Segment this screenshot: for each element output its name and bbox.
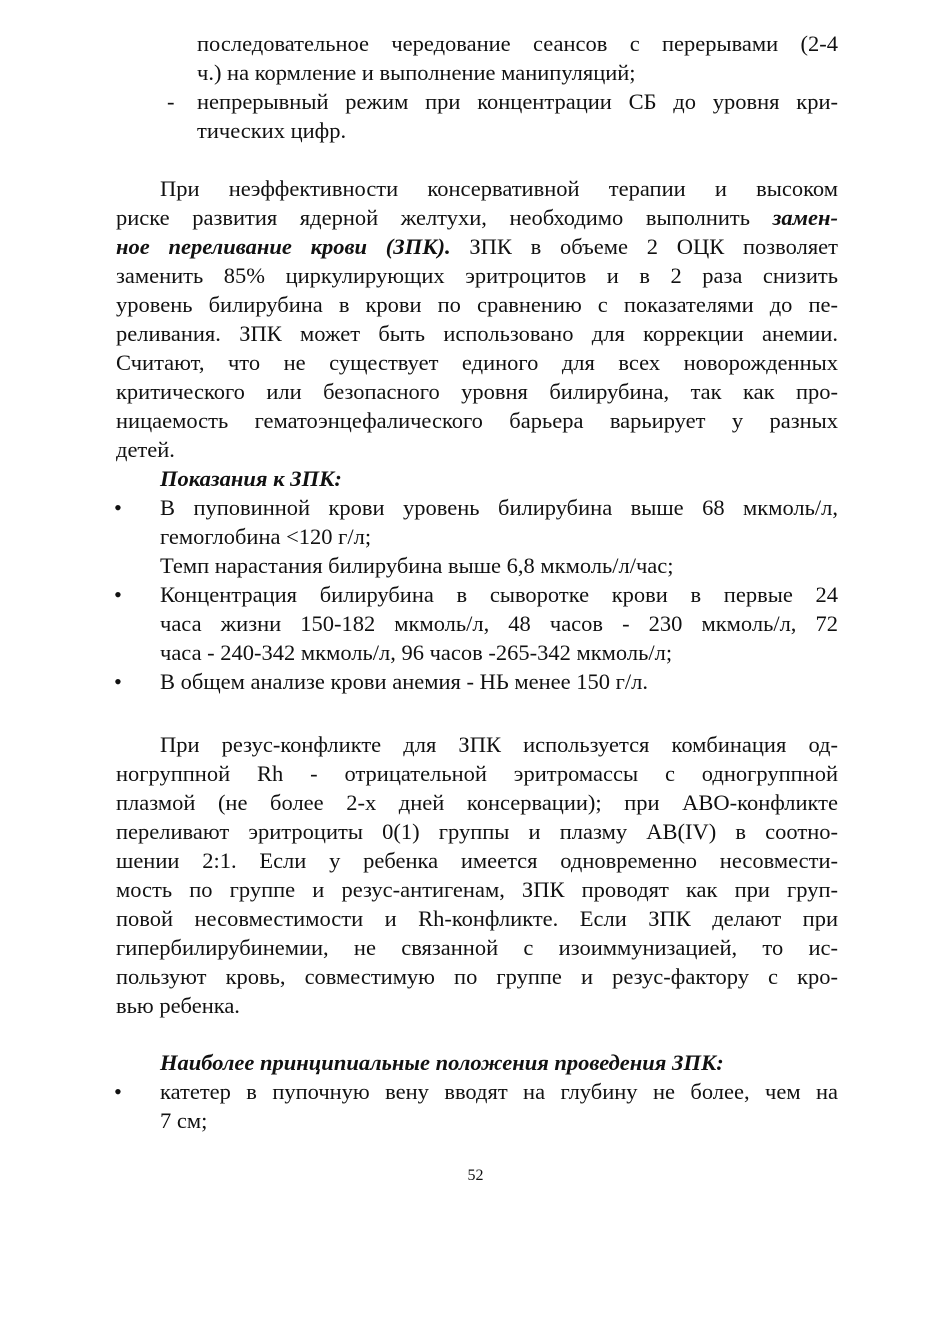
text-line: повой несовместимости и Rh-конфликте. Если ЗПК делают при xyxy=(116,906,838,931)
list-bullet: • xyxy=(114,582,122,607)
text-line: вью ребенка. xyxy=(116,993,240,1018)
text-line: тических цифр. xyxy=(197,118,347,143)
emphasis-text: замен- xyxy=(772,205,838,230)
text-line: ч.) на кормление и выполнение манипуляций; xyxy=(197,60,636,85)
text-line: катетер в пупочную вену вводят на глубину не более, чем на xyxy=(160,1079,838,1104)
text-line: пользуют кровь, совместимую по группе и резус-фактору с кро- xyxy=(116,964,838,989)
text-line: гемоглобина <120 г/л; xyxy=(160,524,372,549)
text-line: В общем анализе крови анемия - НЬ менее 150 г/л. xyxy=(160,669,648,694)
text-line: непрерывный режим при концентрации СБ до уровня кри- xyxy=(197,89,838,114)
text-line: уровень билирубина в крови по сравнению с показателями до пе- xyxy=(116,292,838,317)
text-line: детей. xyxy=(116,437,175,462)
text-line: шении 2:1. Если у ребенка имеется одновременно несовмести- xyxy=(116,848,838,873)
text-line xyxy=(116,203,838,232)
text-line: При резус-конфликте для ЗПК используется комбинация од- xyxy=(160,732,838,757)
text-run: ЗПК в объеме 2 ОЦК позволяет xyxy=(469,234,839,259)
page-number: 52 xyxy=(467,1167,484,1184)
emphasis-text: ное переливание крови (ЗПК). xyxy=(116,234,451,259)
text-line: Концентрация билирубина в сыворотке крови в первые 24 xyxy=(160,582,838,607)
text-line: часа жизни 150-182 мкмоль/л, 48 часов - 230 мкмоль/л, 72 xyxy=(160,611,838,636)
text-line: часа - 240-342 мкмоль/л, 96 часов -265-342 мкмоль/л; xyxy=(160,640,673,665)
list-bullet: • xyxy=(114,669,122,694)
text-line: 7 см; xyxy=(160,1108,208,1133)
text-line: При неэффективности консервативной терапии и высоком xyxy=(160,176,838,201)
list-bullet: • xyxy=(114,1079,122,1104)
text-line: реливания. ЗПК может быть использовано для коррекции анемии. xyxy=(116,321,838,346)
text-line: Темп нарастания билирубина выше 6,8 мкмоль/л/час; xyxy=(160,553,674,578)
text-line: последовательное чередование сеансов с перерывами (2-4 xyxy=(197,31,838,56)
text-line: гипербилирубинемии, не связанной с изоиммунизацией, то ис- xyxy=(116,935,838,960)
section-heading: Наиболее принципиальные положения проведения ЗПК: xyxy=(160,1050,724,1075)
text-line: Считают, что не существует единого для всех новорожденных xyxy=(116,350,838,375)
text-line: критического или безопасного уровня билирубина, так как про- xyxy=(116,379,838,404)
list-dash-marker: - xyxy=(167,89,175,114)
text-line: заменить 85% циркулирующих эритроцитов и в 2 раза снизить xyxy=(116,263,838,288)
text-line: ногруппной Rh - отрицательной эритромассы с одногруппной xyxy=(116,761,838,786)
text-line: переливают эритроциты 0(1) группы и плазму АВ(IV) в соотно- xyxy=(116,819,838,844)
text-line: В пуповинной крови уровень билирубина выше 68 мкмоль/л, xyxy=(160,495,838,520)
text-line: ницаемость гематоэнцефалического барьера варьирует у разных xyxy=(116,408,838,433)
text-line xyxy=(116,232,838,261)
text-run: риске развития ядерной желтухи, необходимо выполнить xyxy=(116,205,750,230)
text-line: мость по группе и резус-антигенам, ЗПК проводят как при груп- xyxy=(116,877,838,902)
text-line: плазмой (не более 2-х дней консервации); при АВО-конфликте xyxy=(116,790,838,815)
section-heading: Показания к ЗПК: xyxy=(160,466,342,491)
list-bullet: • xyxy=(114,495,122,520)
